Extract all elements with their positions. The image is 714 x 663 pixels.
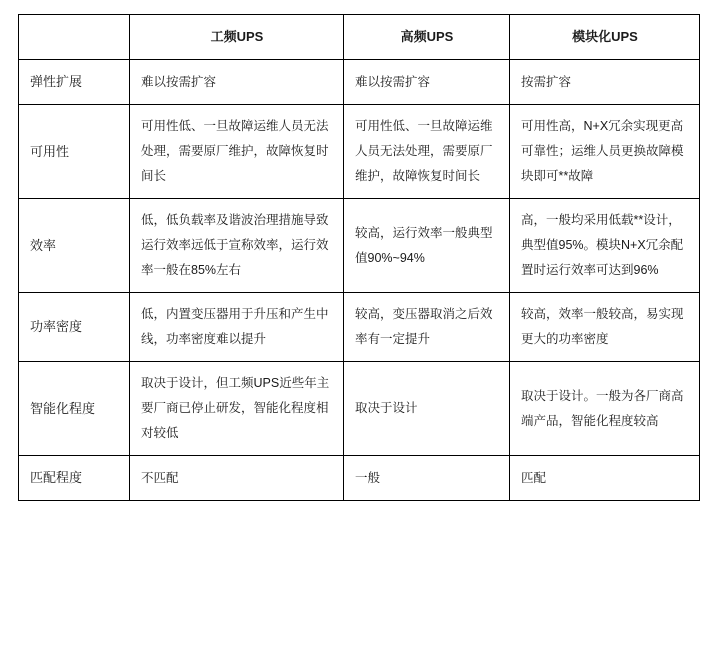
ups-comparison-table [18, 14, 700, 501]
table-row [19, 362, 700, 456]
cell-intelligence-frequency: 取决于设计，但工频UPS近些年主要厂商已停止研发，智能化程度相对较低 [130, 362, 344, 456]
column-header-high-frequency-ups: 高频UPS [344, 15, 510, 60]
row-label-match-degree: 匹配程度 [19, 456, 130, 501]
table-header-row [19, 15, 700, 60]
table-row [19, 60, 700, 105]
cell-match-frequency: 不匹配 [130, 456, 344, 501]
table-row [19, 293, 700, 362]
cell-efficiency-high-frequency: 较高，运行效率一般典型值90%~94% [344, 199, 510, 293]
column-header-frequency-ups: 工频UPS [130, 15, 344, 60]
cell-power-density-frequency: 低，内置变压器用于升压和产生中线，功率密度难以提升 [130, 293, 344, 362]
row-label-power-density: 功率密度 [19, 293, 130, 362]
cell-match-high-frequency: 一般 [344, 456, 510, 501]
cell-power-density-modular: 较高，效率一般较高，易实现更大的功率密度 [510, 293, 700, 362]
cell-availability-high-frequency: 可用性低、一旦故障运维人员无法处理，需要原厂维护，故障恢复时间长 [344, 105, 510, 199]
table-row [19, 456, 700, 501]
cell-availability-modular: 可用性高，N+X冗余实现更高可靠性；运维人员更换故障模块即可**故障 [510, 105, 700, 199]
cell-availability-frequency: 可用性低、一旦故障运维人员无法处理，需要原厂维护，故障恢复时间长 [130, 105, 344, 199]
column-header-blank [19, 15, 130, 60]
table-row [19, 105, 700, 199]
cell-elastic-expansion-high-frequency: 难以按需扩容 [344, 60, 510, 105]
row-label-elastic-expansion: 弹性扩展 [19, 60, 130, 105]
cell-elastic-expansion-frequency: 难以按需扩容 [130, 60, 344, 105]
cell-intelligence-high-frequency: 取决于设计 [344, 362, 510, 456]
row-label-intelligence-level: 智能化程度 [19, 362, 130, 456]
row-label-efficiency: 效率 [19, 199, 130, 293]
cell-power-density-high-frequency: 较高，变压器取消之后效率有一定提升 [344, 293, 510, 362]
cell-match-modular: 匹配 [510, 456, 700, 501]
row-label-availability: 可用性 [19, 105, 130, 199]
cell-efficiency-frequency: 低，低负载率及谐波治理措施导致运行效率远低于宣称效率，运行效率一般在85%左右 [130, 199, 344, 293]
cell-intelligence-modular: 取决于设计。一般为各厂商高端产品，智能化程度较高 [510, 362, 700, 456]
cell-elastic-expansion-modular: 按需扩容 [510, 60, 700, 105]
table-row [19, 199, 700, 293]
column-header-modular-ups: 模块化UPS [510, 15, 700, 60]
cell-efficiency-modular: 高，一般均采用低载**设计，典型值95%。模块N+X冗余配置时运行效率可达到96% [510, 199, 700, 293]
